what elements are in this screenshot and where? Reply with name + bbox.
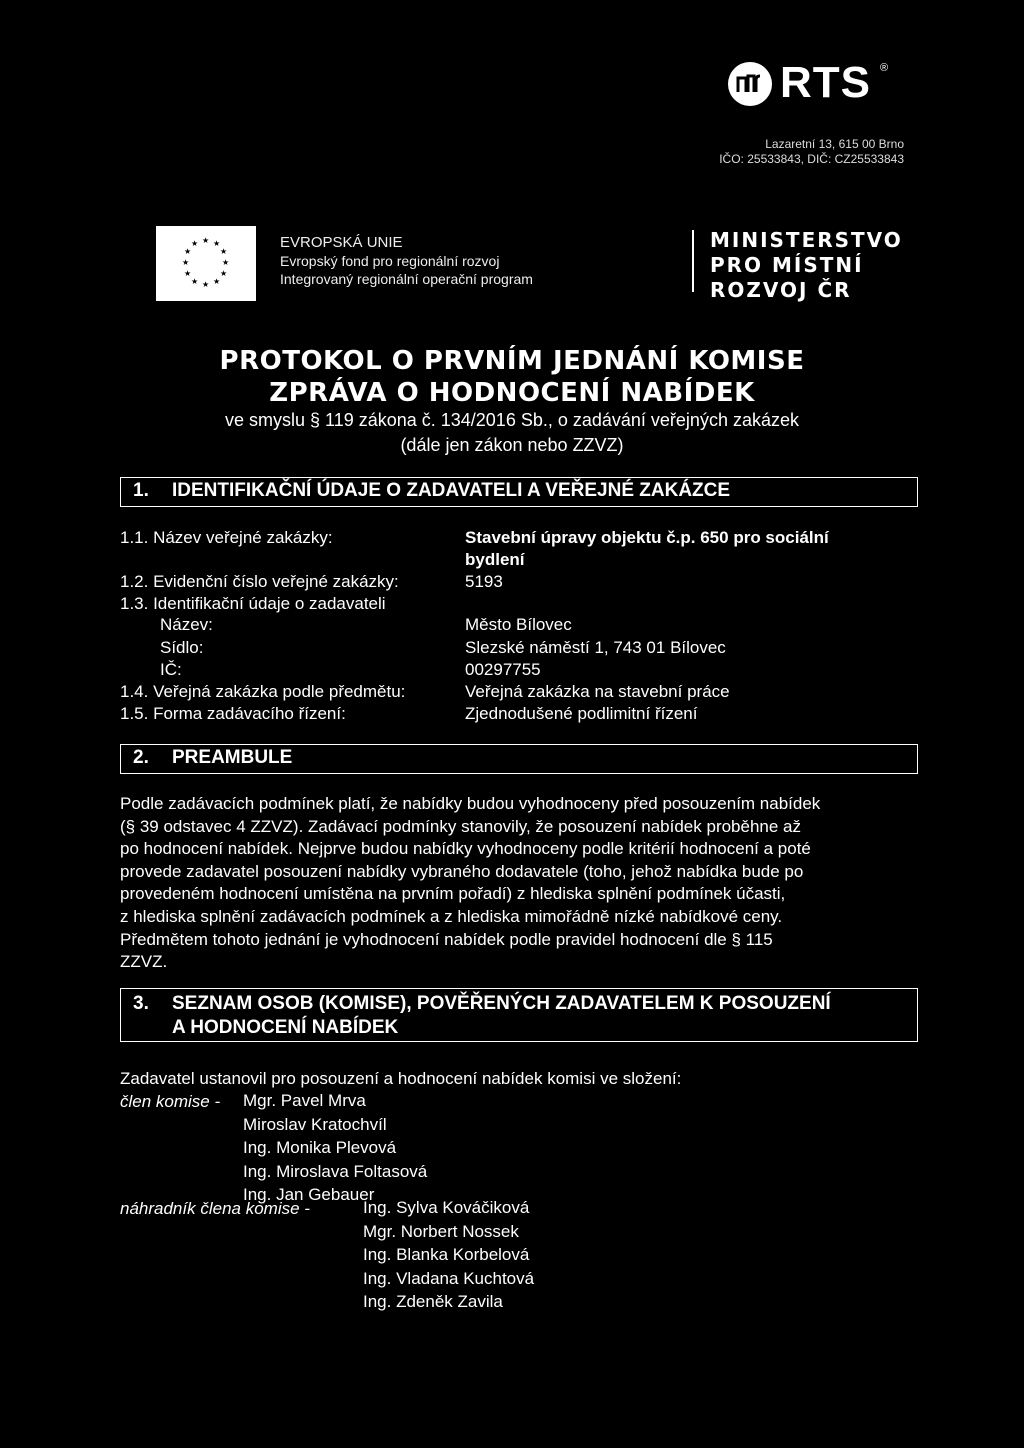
preamble-line: Podle zadávacích podmínek platí, že nabídky budou vyhodnoceny před posouzením nabídek: [120, 794, 821, 813]
substitute-name: Ing. Vladana Kuchtová: [363, 1268, 535, 1288]
substitutes-list: [363, 1196, 534, 1314]
ministry-logo-text: [710, 228, 903, 303]
company-ids: IČO: 25533843, DIČ: CZ25533843: [719, 152, 904, 166]
section-2-number: 2.: [133, 747, 149, 768]
registered-mark: ®: [880, 62, 889, 74]
authority-seat-value: Slezské náměstí 1, 743 01 Bílovec: [465, 638, 726, 657]
program-label: Integrovaný regionální operační program: [280, 271, 533, 287]
commission-intro: Zadavatel ustanovil pro posouzení a hodnocení nabídek komisi ve složení:: [120, 1069, 682, 1088]
svg-text:★: ★: [222, 258, 230, 267]
substitute-name: Ing. Blanka Korbelová: [363, 1245, 530, 1264]
authority-name-value: Město Bílovec: [465, 615, 572, 634]
member-name: Ing. Monika Plevová: [243, 1138, 397, 1157]
preamble-line: ZZVZ.: [120, 952, 168, 972]
section-1-number: 1.: [133, 480, 149, 501]
section-3-heading-line-2: A HODNOCENÍ NABÍDEK: [172, 1017, 399, 1038]
document-title-line-2: ZPRÁVA O HODNOCENÍ NABÍDEK: [269, 378, 755, 408]
svg-text:★: ★: [220, 247, 228, 256]
section-3-heading-line-1: SEZNAM OSOB (KOMISE), POVĚŘENÝCH ZADAVATELEM K POSOUZENÍ: [172, 993, 831, 1014]
members-list: [243, 1089, 427, 1207]
authority-ic-value: 00297755: [465, 660, 541, 679]
header-divider: [692, 230, 694, 292]
svg-text:★: ★: [220, 269, 228, 278]
preamble-line: (§ 39 odstavec 4 ZZVZ). Zadávací podmínky stanovily, že posouzení nabídek proběhne až: [120, 816, 802, 836]
contract-type-value: Veřejná zakázka na stavební práce: [465, 682, 730, 701]
company-address: [719, 137, 904, 167]
address-line: Lazaretní 13, 615 00 Brno: [765, 137, 904, 151]
procedure-form-label: 1.5. Forma zadávacího řízení:: [120, 704, 346, 723]
contract-name-label: 1.1. Název veřejné zakázky:: [120, 528, 333, 547]
registration-number-label: 1.2. Evidenční číslo veřejné zakázky:: [120, 572, 399, 591]
svg-text:★: ★: [213, 239, 221, 248]
eu-label: EVROPSKÁ UNIE: [280, 234, 403, 251]
preamble-line: Předmětem tohoto jednání je vyhodnocení nabídek podle pravidel hodnocení dle § 115: [120, 929, 773, 949]
section-3-number: 3.: [133, 993, 149, 1014]
rts-emblem-icon: [728, 62, 772, 106]
svg-text:★: ★: [202, 236, 210, 245]
contract-name-value: Stavební úpravy objektu č.p. 650 pro sociální: [465, 528, 829, 547]
eu-fund-text: [280, 234, 533, 288]
svg-text:★: ★: [191, 277, 199, 286]
preamble-line: z hlediska splnění zadávacích podmínek a z hlediska mimořádně nízké nabídkové ceny.: [120, 906, 783, 926]
authority-name-label: Název:: [160, 615, 213, 634]
registration-number-value: 5193: [465, 572, 503, 591]
section-2-heading: PREAMBULE: [172, 747, 293, 768]
ministry-line-3: ROZVOJ ČR: [710, 278, 852, 302]
authority-ic-label: IČ:: [160, 660, 182, 679]
preamble-line: provede zadavatel posouzení nabídky vybraného dodavatele (toho, jehož nabídka bude po: [120, 861, 804, 881]
member-name: Mgr. Pavel Mrva: [243, 1091, 366, 1110]
substitute-name: Mgr. Norbert Nossek: [363, 1221, 519, 1241]
svg-text:★: ★: [213, 277, 221, 286]
members-label: člen komise -: [120, 1092, 221, 1111]
member-name: Ing. Miroslava Foltasová: [243, 1161, 428, 1181]
section-1-heading: IDENTIFIKAČNÍ ÚDAJE O ZADAVATELI A VEŘEJNÉ ZAKÁZCE: [172, 480, 731, 501]
member-name: Miroslav Kratochvíl: [243, 1114, 387, 1134]
legal-reference: ve smyslu § 119 zákona č. 134/2016 Sb., o zadávání veřejných zakázek: [224, 410, 799, 430]
procedure-form-value: Zjednodušené podlimitní řízení: [465, 704, 698, 723]
contract-name-value-cont: bydlení: [465, 550, 525, 569]
rts-logo: [728, 58, 918, 110]
svg-text:★: ★: [184, 269, 192, 278]
contracting-authority-label: 1.3. Identifikační údaje o zadavateli: [120, 594, 386, 613]
eu-flag-icon: [156, 226, 256, 301]
legal-reference-note: (dále jen zákon nebo ZZVZ): [400, 435, 624, 455]
substitutes-label: náhradník člena komise -: [120, 1199, 310, 1218]
document-title-line-1: PROTOKOL O PRVNÍM JEDNÁNÍ KOMISE: [219, 346, 805, 376]
preamble-paragraph: [120, 793, 907, 974]
ministry-line-1: MINISTERSTVO: [710, 228, 903, 252]
ministry-line-2: PRO MÍSTNÍ: [710, 253, 864, 277]
member-name: Ing. Jan Gebauer: [243, 1185, 375, 1204]
preamble-line: provedeném hodnocení umístěna na prvním pořadí) z hlediska splnění podmínek účasti,: [120, 884, 786, 904]
fund-label: Evropský fond pro regionální rozvoj: [280, 253, 500, 269]
rts-logo-text: RTS: [780, 58, 871, 107]
substitute-name: Ing. Sylva Kováčiková: [363, 1198, 530, 1217]
svg-text:★: ★: [191, 239, 199, 248]
substitute-name: Ing. Zdeněk Zavila: [363, 1292, 503, 1311]
svg-text:★: ★: [184, 247, 192, 256]
svg-text:★: ★: [182, 258, 190, 267]
svg-text:★: ★: [202, 280, 210, 289]
preamble-line: po hodnocení nabídek. Nejprve budou nabídky vyhodnoceny podle kritérií hodnocení a poté: [120, 839, 811, 859]
authority-seat-label: Sídlo:: [160, 638, 204, 657]
contract-type-label: 1.4. Veřejná zakázka podle předmětu:: [120, 682, 406, 701]
